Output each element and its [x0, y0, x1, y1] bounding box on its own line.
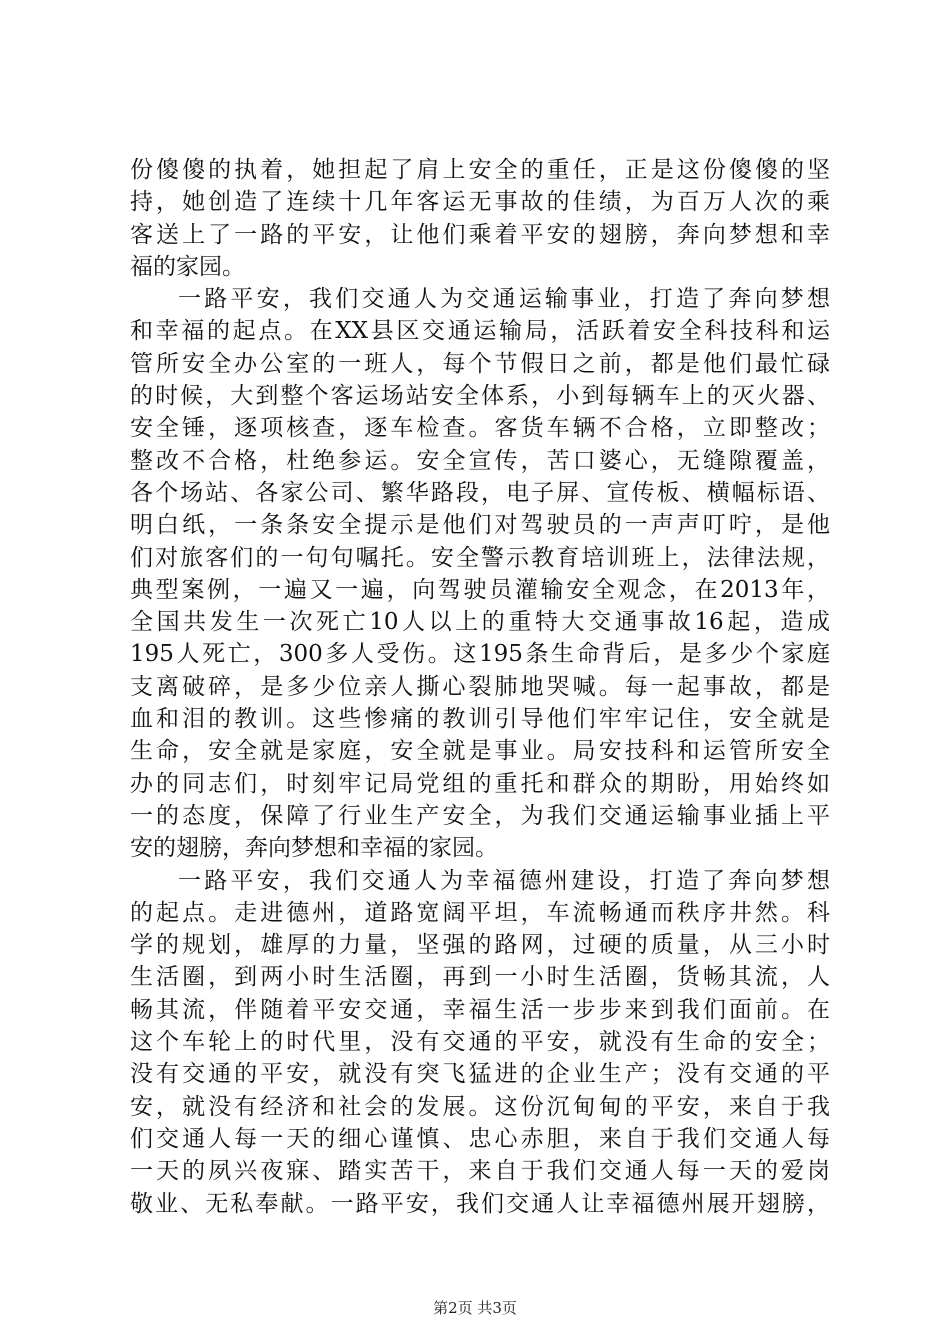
text-line: 生活圈，到两小时生活圈，再到一小时生活圈，货畅其流，人: [130, 964, 830, 991]
text-line: 一路平安，我们交通人为交通运输事业，打造了奔向梦想: [178, 286, 830, 313]
text-line: 的时候，大到整个客运场站安全体系，小到每辆车上的灭火器、: [130, 383, 830, 410]
text-line: 安，就没有经济和社会的发展。这份沉甸甸的平安，来自于我: [130, 1093, 830, 1120]
text-line: 们对旅客们的一句句嘱托。安全警示教育培训班上，法律法规，: [130, 544, 830, 571]
text-line: 畅其流，伴随着平安交通，幸福生活一步步来到我们面前。在: [130, 996, 830, 1023]
page-footer: 第2页 共3页: [433, 1299, 517, 1317]
text-line: 的起点。走进德州，道路宽阔平坦，车流畅通而秩序井然。科: [130, 899, 830, 926]
text-line: 们交通人每一天的细心谨慎、忠心赤胆，来自于我们交通人每: [130, 1125, 830, 1152]
text-line: 管所安全办公室的一班人，每个节假日之前，都是他们最忙碌: [130, 350, 830, 377]
text-line: 血和泪的教训。这些惨痛的教训引导他们牢牢记住，安全就是: [130, 706, 830, 733]
text-line: 各个场站、各家公司、繁华路段，电子屏、宣传板、横幅标语、: [130, 479, 830, 506]
text-line: 一路平安，我们交通人为幸福德州建设，打造了奔向梦想: [178, 867, 830, 894]
text-line: 持，她创造了连续十几年客运无事故的佳绩，为百万人次的乘: [130, 189, 830, 216]
text-line: 这个车轮上的时代里，没有交通的平安，就没有生命的安全；: [130, 1029, 830, 1056]
text-line: 195人死亡，300多人受伤。这195条生命背后，是多少个家庭: [130, 641, 830, 668]
text-line: 全国共发生一次死亡10人以上的重特大交通事故16起，造成: [130, 609, 830, 636]
text-line: 敬业、无私奉献。一路平安，我们交通人让幸福德州展开翅膀，: [130, 1190, 830, 1217]
text-line: 客送上了一路的平安，让他们乘着平安的翅膀，奔向梦想和幸: [130, 221, 830, 248]
text-line: 没有交通的平安，就没有突飞猛进的企业生产；没有交通的平: [130, 1061, 830, 1088]
text-line: 典型案例，一遍又一遍，向驾驶员灌输安全观念，在2013年，: [130, 576, 830, 603]
text-line: 福的家园。: [130, 253, 245, 280]
text-line: 生命，安全就是家庭，安全就是事业。局安技科和运管所安全: [130, 738, 830, 765]
text-line: 一的态度，保障了行业生产安全，为我们交通运输事业插上平: [130, 802, 830, 829]
text-line: 安全锤，逐项核查，逐车检查。客货车辆不合格，立即整改；: [130, 415, 830, 442]
text-line: 和幸福的起点。在XX县区交通运输局，活跃着安全科技科和运: [130, 318, 830, 345]
text-line: 份傻傻的执着，她担起了肩上安全的重任，正是这份傻傻的坚: [130, 157, 830, 183]
text-line: 一天的夙兴夜寐、踏实苦干，来自于我们交通人每一天的爱岗: [130, 1158, 830, 1185]
text-line: 安的翅膀，奔向梦想和幸福的家园。: [130, 835, 498, 862]
text-line: 整改不合格，杜绝参运。安全宣传，苦口婆心，无缝隙覆盖，: [130, 447, 830, 474]
text-line: 支离破碎，是多少位亲人撕心裂肺地哭喊。每一起事故，都是: [130, 673, 830, 700]
document-body: [130, 154, 830, 1220]
text-line: 办的同志们，时刻牢记局党组的重托和群众的期盼，用始终如: [130, 770, 830, 797]
text-line: 明白纸，一条条安全提示是他们对驾驶员的一声声叮咛，是他: [130, 512, 830, 539]
text-line: 学的规划，雄厚的力量，坚强的路网，过硬的质量，从三小时: [130, 932, 830, 959]
